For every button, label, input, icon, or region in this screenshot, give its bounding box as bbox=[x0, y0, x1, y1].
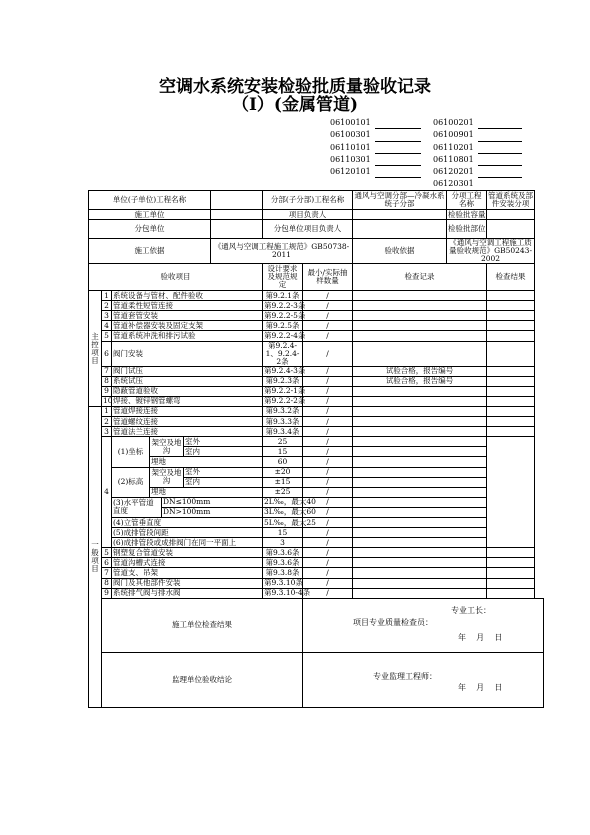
main-item-spec: 第9.2.1条 bbox=[263, 291, 303, 301]
general-item-sample: / bbox=[303, 417, 353, 427]
subpart-value: 通风与空调分部—冷凝水系统子分部 bbox=[354, 191, 445, 208]
general-item-sample: / bbox=[303, 406, 353, 416]
main-item-name: 阀门安装 bbox=[112, 341, 263, 366]
general-item-name: 钢塑复合管道安装 bbox=[112, 548, 263, 558]
record-cell[interactable] bbox=[353, 517, 487, 527]
contractor-value[interactable] bbox=[211, 210, 263, 220]
general-item-record[interactable] bbox=[353, 417, 487, 427]
general-item-result[interactable] bbox=[487, 578, 535, 588]
main-item-sample: / bbox=[303, 331, 353, 341]
main-item-result[interactable] bbox=[487, 386, 535, 396]
general-item-record[interactable] bbox=[353, 406, 487, 416]
elev-label: (2)标高 bbox=[112, 467, 150, 497]
main-item-sample: / bbox=[303, 321, 353, 331]
general-item-no: 4 bbox=[102, 437, 112, 548]
main-item-result[interactable] bbox=[487, 396, 535, 406]
unit-value[interactable] bbox=[211, 191, 263, 210]
main-group-label: 主控项目 bbox=[89, 291, 102, 407]
indoor-label: 室内 bbox=[184, 477, 263, 487]
main-item-record[interactable] bbox=[353, 301, 487, 311]
main-item-record[interactable]: 试验合格，报告编号 bbox=[353, 376, 487, 386]
record-cell[interactable] bbox=[353, 528, 487, 538]
inspector-label: 项目专业质量检查员： bbox=[353, 617, 434, 627]
general-item-name: 管道焊接连接 bbox=[112, 406, 263, 416]
main-item-result[interactable] bbox=[487, 366, 535, 376]
main-item-spec: 第9.2.2-2条 bbox=[264, 396, 306, 406]
main-item-no: 8 bbox=[102, 376, 112, 386]
main-item-record[interactable] bbox=[353, 331, 487, 341]
main-item-sample: / bbox=[303, 376, 353, 386]
basis-label: 施工依据 bbox=[89, 239, 211, 264]
general-item-result[interactable] bbox=[487, 406, 535, 416]
acceptance-value: 《通风与空调工程施工质量验收规范》GB50243-2002 bbox=[447, 239, 535, 264]
code-entry: 06100101 bbox=[330, 117, 421, 129]
col-record-header: 检查记录 bbox=[353, 264, 487, 291]
outdoor-label: 室外 bbox=[184, 437, 263, 447]
general-item-name: 阀门及其他部件安装 bbox=[112, 578, 263, 588]
coord-label: (1)坐标 bbox=[112, 437, 150, 467]
general-item-spec: 第9.3.10条 bbox=[264, 578, 303, 588]
general-item-no: 7 bbox=[102, 568, 112, 578]
general-item-no: 2 bbox=[102, 417, 112, 427]
code-list-left bbox=[330, 117, 421, 178]
batch-location-value[interactable] bbox=[487, 220, 535, 239]
sample-value: / bbox=[303, 517, 353, 527]
sample-value: / bbox=[303, 467, 353, 477]
record-cell[interactable] bbox=[353, 447, 487, 457]
sample-value: / bbox=[303, 487, 353, 497]
main-item-spec: 第9.2.2-4条 bbox=[264, 331, 306, 341]
general-item-name: 管道法兰连接 bbox=[112, 427, 263, 437]
sample-value: / bbox=[303, 528, 353, 538]
general-item-spec: 第9.3.2条 bbox=[263, 406, 303, 416]
coord-outdoor-value: 25 bbox=[263, 437, 303, 447]
sub-lead-label: 分包单位项目负责人 bbox=[263, 220, 353, 239]
main-item-name: 管道补偿器安装及固定支架 bbox=[112, 321, 263, 331]
sample-value: / bbox=[303, 437, 353, 447]
unit-label: 单位(子单位)工程名称 bbox=[89, 191, 211, 210]
batch-location-label: 检验批部位 bbox=[447, 220, 487, 239]
general-item-no: 9 bbox=[102, 588, 112, 598]
general-item-spec: 第9.3.3条 bbox=[263, 417, 303, 427]
general-item-record[interactable] bbox=[353, 588, 487, 598]
general-item-no: 8 bbox=[102, 578, 112, 588]
main-item-record[interactable] bbox=[353, 341, 487, 366]
coord-indoor-value: 15 bbox=[263, 447, 303, 457]
batch-capacity-label: 检验批容量 bbox=[448, 209, 486, 219]
main-item-no: 3 bbox=[102, 311, 112, 321]
main-item-result[interactable] bbox=[487, 291, 535, 301]
subcontractor-value[interactable] bbox=[211, 220, 263, 239]
main-item-no: 7 bbox=[102, 366, 112, 376]
contractor-result-box[interactable] bbox=[303, 598, 544, 652]
sample-value: / bbox=[303, 538, 353, 548]
dn-small-value: 2L‰，最大40 bbox=[264, 497, 316, 507]
project-lead-label: 项目负责人 bbox=[263, 210, 353, 220]
acceptance-record-table bbox=[88, 190, 544, 708]
project-lead-value[interactable] bbox=[353, 210, 447, 220]
record-cell[interactable] bbox=[353, 437, 487, 447]
contractor-result-label: 施工单位检查结果 bbox=[102, 598, 303, 652]
general-item-result[interactable] bbox=[487, 558, 535, 568]
general-item-result[interactable] bbox=[487, 548, 535, 558]
foreman-label: 专业工长： bbox=[451, 605, 492, 615]
main-item-no: 9 bbox=[102, 386, 112, 396]
general-item-name: 管道支、吊架 bbox=[112, 568, 263, 578]
main-item-spec: 第9.2.5条 bbox=[263, 321, 303, 331]
main-item-result[interactable] bbox=[487, 376, 535, 386]
item-label: 分项工程名称 bbox=[447, 191, 487, 210]
vert-label: (4)立管垂直度 bbox=[112, 517, 263, 527]
document-title: 空调水系统安装检验批质量验收记录 bbox=[159, 77, 431, 97]
main-item-spec: 第9.2.4-3条 bbox=[264, 366, 306, 376]
document-subtitle: （Ⅰ）(金属管道) bbox=[231, 95, 359, 115]
main-item-name: 隐蔽管道验收 bbox=[112, 386, 263, 396]
general-item-sample: / bbox=[303, 578, 353, 588]
record-cell[interactable] bbox=[353, 477, 487, 487]
main-item-spec: 第9.2.2-1条 bbox=[264, 386, 306, 396]
record-cell[interactable] bbox=[353, 467, 487, 477]
main-item-name: 管道套管安装 bbox=[112, 311, 263, 321]
item-value: 管道系统及部件安装分项 bbox=[488, 191, 534, 208]
general-item-result[interactable] bbox=[487, 417, 535, 427]
main-item-spec: 第9.2.4-1、9.2.4-2条 bbox=[263, 341, 303, 366]
general-item-spec: 第9.3.6条 bbox=[263, 558, 303, 568]
main-item-record[interactable] bbox=[353, 311, 487, 321]
dn-large-value: 3L‰，最大60 bbox=[264, 507, 316, 517]
record-cell[interactable] bbox=[353, 538, 487, 548]
general-item-record[interactable] bbox=[353, 427, 487, 437]
main-item-spec: 第9.2.2-3条 bbox=[264, 300, 306, 310]
contractor-label: 施工单位 bbox=[89, 210, 211, 220]
code-entry: 06120101 bbox=[330, 166, 421, 178]
main-item-spec: 第9.2.3条 bbox=[263, 376, 303, 386]
code-entry: 06100301 bbox=[330, 129, 421, 141]
spacing-label: (5)成排管段间距 bbox=[112, 528, 263, 538]
main-item-record[interactable] bbox=[353, 291, 487, 301]
date-label: 年 月 日 bbox=[458, 632, 503, 642]
subpart-label: 分部(子分部)工程名称 bbox=[263, 191, 353, 210]
record-cell[interactable] bbox=[353, 457, 487, 467]
general-item-no: 3 bbox=[102, 427, 112, 437]
code-entry: 06110801 bbox=[433, 154, 522, 166]
overhead-label: 架空及地沟 bbox=[150, 467, 184, 487]
main-item-name: 管道柔性短管连接 bbox=[112, 301, 263, 311]
code-entry: 06120201 bbox=[433, 166, 522, 178]
general-item-spec: 第9.3.4条 bbox=[263, 427, 303, 437]
main-item-name: 管道系统冲洗和排污试验 bbox=[112, 331, 263, 341]
spacing-value: 15 bbox=[263, 528, 303, 538]
general-item-name: 系统排气阀与排水阀 bbox=[112, 588, 263, 598]
general-item-result[interactable] bbox=[487, 427, 535, 437]
general-group-label: 一般项目 bbox=[89, 406, 102, 707]
elev-outdoor-value: ±20 bbox=[263, 467, 303, 477]
general-item-record[interactable] bbox=[353, 558, 487, 568]
subcontractor-label: 分包单位 bbox=[89, 220, 211, 239]
main-item-no: 10 bbox=[103, 396, 113, 406]
main-item-sample: / bbox=[303, 311, 353, 321]
record-cell[interactable] bbox=[353, 497, 487, 507]
general-item-result[interactable] bbox=[487, 588, 535, 598]
general-item-name: 管道沟槽式连接 bbox=[112, 558, 263, 568]
sub-lead-value[interactable] bbox=[353, 220, 447, 239]
main-item-sample: / bbox=[303, 386, 353, 396]
main-item-result[interactable] bbox=[487, 331, 535, 341]
main-item-result[interactable] bbox=[487, 341, 535, 366]
overhead-label: 架空及地沟 bbox=[150, 437, 184, 457]
main-item-record[interactable] bbox=[353, 321, 487, 331]
code-entry: 06110201 bbox=[433, 142, 522, 154]
main-item-no: 4 bbox=[102, 321, 112, 331]
vert-value: 5L‰，最大25 bbox=[264, 517, 316, 527]
main-item-sample: / bbox=[303, 291, 353, 301]
general-item-no: 5 bbox=[102, 548, 112, 558]
general-item-record[interactable] bbox=[353, 548, 487, 558]
dn-large-label: DN>100mm bbox=[162, 507, 263, 517]
main-item-no: 5 bbox=[102, 331, 112, 341]
record-cell[interactable] bbox=[353, 507, 487, 517]
code-list-right bbox=[433, 117, 522, 191]
main-item-sample: / bbox=[303, 301, 353, 311]
buried-label: 埋地 bbox=[150, 487, 263, 497]
main-item-name: 系统试压 bbox=[112, 376, 263, 386]
general-item-spec: 第9.3.6条 bbox=[263, 548, 303, 558]
basis-value: 《通风与空调工程施工规范》GB50738-2011 bbox=[211, 239, 353, 264]
col-result-header: 检查结果 bbox=[487, 264, 535, 291]
general-item-no: 6 bbox=[102, 558, 112, 568]
acceptance-label: 验收依据 bbox=[353, 239, 447, 264]
elev-indoor-value: ±15 bbox=[263, 477, 303, 487]
code-entry: 06100201 bbox=[433, 117, 522, 129]
code-entry: 06120301 bbox=[433, 178, 522, 190]
general-item-name: 管道螺纹连接 bbox=[112, 417, 263, 427]
main-item-no: 6 bbox=[102, 341, 112, 366]
code-entry: 06100901 bbox=[433, 129, 522, 141]
main-item-result[interactable] bbox=[487, 301, 535, 311]
code-entry: 06110101 bbox=[330, 142, 421, 154]
engineer-label: 专业监理工程师： bbox=[373, 671, 438, 681]
general-item-record[interactable] bbox=[353, 568, 487, 578]
main-item-sample: / bbox=[303, 341, 353, 366]
record-cell[interactable] bbox=[353, 487, 487, 497]
general-item-sample: / bbox=[303, 548, 353, 558]
general-item-record[interactable] bbox=[353, 578, 487, 588]
main-item-record[interactable] bbox=[353, 386, 487, 396]
general-item-sample: / bbox=[303, 558, 353, 568]
dn-small-label: DN≤100mm bbox=[162, 497, 263, 507]
main-item-sample: / bbox=[303, 396, 353, 406]
main-item-record[interactable] bbox=[353, 396, 487, 406]
valve-label: (6)成排管段或成排阀门在同一平面上 bbox=[112, 538, 263, 548]
supervisor-conclusion-box[interactable] bbox=[303, 652, 544, 707]
main-item-spec: 第9.2.2-5条 bbox=[264, 310, 306, 320]
code-entry: 06110301 bbox=[330, 154, 421, 166]
main-item-sample: / bbox=[303, 366, 353, 376]
level-label: (3)水平管道直度 bbox=[112, 497, 162, 517]
main-item-result[interactable] bbox=[487, 311, 535, 321]
general-item-spec: 第9.3.10-4条 bbox=[264, 588, 311, 598]
col-item-header: 验收项目 bbox=[89, 264, 263, 291]
sample-value: / bbox=[303, 497, 353, 507]
col-sample-header: 最小/实际抽样数量 bbox=[303, 264, 353, 291]
sample-value: / bbox=[303, 507, 353, 517]
main-item-name: 系统设备与管材、配件验收 bbox=[112, 291, 263, 301]
general-item-spec: 第9.3.8条 bbox=[263, 568, 303, 578]
buried-label: 埋地 bbox=[150, 457, 263, 467]
supervisor-conclusion-label: 监理单位验收结论 bbox=[102, 652, 303, 707]
main-item-name: 阀门试压 bbox=[112, 366, 263, 376]
general-item-sample: / bbox=[303, 568, 353, 578]
item4-result[interactable] bbox=[487, 437, 535, 548]
col-design-header: 设计要求及规范规定 bbox=[263, 264, 303, 291]
general-item-no: 1 bbox=[102, 406, 112, 416]
general-item-sample: / bbox=[303, 588, 353, 598]
general-item-result[interactable] bbox=[487, 568, 535, 578]
main-item-no: 1 bbox=[102, 291, 112, 301]
main-item-record[interactable]: 试验合格，报告编号 bbox=[353, 366, 487, 376]
general-item-sample: / bbox=[303, 427, 353, 437]
sample-value: / bbox=[303, 457, 353, 467]
coord-buried-value: 60 bbox=[263, 457, 303, 467]
sample-value: / bbox=[303, 477, 353, 487]
sample-value: / bbox=[303, 447, 353, 457]
outdoor-label: 室外 bbox=[184, 467, 263, 477]
elev-buried-value: ±25 bbox=[263, 487, 303, 497]
valve-value: 3 bbox=[263, 538, 303, 548]
date-label: 年 月 日 bbox=[458, 682, 503, 692]
batch-capacity-value[interactable] bbox=[487, 210, 535, 220]
main-item-name: 焊接、镀锌钢管螺弯 bbox=[112, 396, 263, 406]
main-item-no: 2 bbox=[102, 301, 112, 311]
main-item-result[interactable] bbox=[487, 321, 535, 331]
indoor-label: 室内 bbox=[184, 447, 263, 457]
